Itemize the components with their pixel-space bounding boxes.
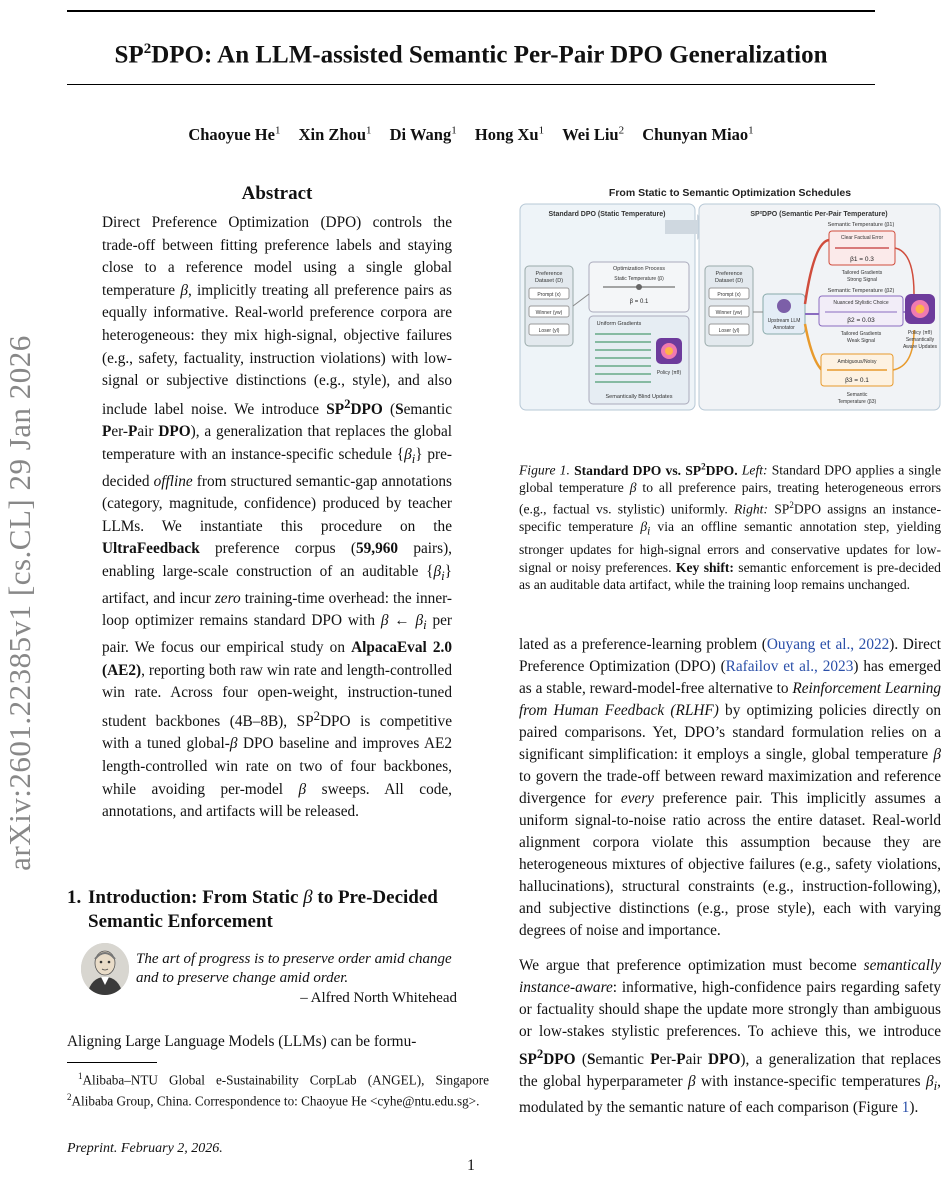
right-panel-title: SP²DPO (Semantic Per-Pair Temperature): [750, 211, 888, 218]
annotator-label: Upstream LLM: [767, 318, 801, 324]
beta1-value: β1 = 0.3: [850, 256, 874, 263]
author: Hong Xu$^1$: [474, 124, 545, 144]
weak-label: Tailored Gradients: [840, 331, 882, 337]
uniform-label: Uniform Gradients: [596, 321, 642, 327]
blind-label: Semantically Blind Updates: [605, 394, 673, 400]
intro-paragraph-start: Aligning Large Language Models (LLMs) can be formu-: [67, 1033, 417, 1050]
paper-title: $SP^2DPO$: An LLM-assisted Semantic Per-Pair DPO Generalization: [114, 41, 828, 69]
intro-paragraph-1: lated as a preference-learning problem (Ouyang et al., 2022). Direct Preference Optimization (DPO) (Rafailov et al., 2023) has emerged as a stable, reward-model-free alternative to Reinforcement Learning from Human Feedback (RLHF) by optimizing policies directly on paired comparisons. Yet, DPO’s standard formulation relies on a significant simplification: it employs a single, global temperature β to govern the trade-off between reward maximization and reference divergence for every preference pair. This implicitly assumes a uniform signal-to-noise ratio across the entire dataset. Real-world alignment corpora violate this assumption because they are heterogeneous mixtures of objective failures (e.g., safety violations, hallucinations), structural constraints (e.g., instruction-following), and subjective distinctions (e.g., prose style), each with varying degrees of noise and importance.: [519, 636, 941, 939]
winner-label: Winner (yw): [535, 310, 563, 316]
author-list: [67, 124, 875, 145]
figure-1-caption: Figure 1. Standard DPO vs. $SP^2DPO$. Left: Standard DPO applies a single global temperature β to all preference pairs, treating heterogeneous errors (e.g., factual vs. stylistic) uniformly. Right: $SP^2DPO$ assigns an instance-specific temperature $\beta_i$ via an offline semantic annotation step, yielding stronger updates for high-signal errors and conservative updates for low-signal or noisy preferences. Key shift: semantic enforcement is pre-decided as an auditable data artifact, while the training loop remains unchanged.: [519, 461, 942, 593]
semantic-temp-label: Semantic: [846, 392, 868, 398]
ambiguous-label: Ambiguous/Noisy: [837, 359, 877, 365]
figure-1-diagram: [519, 182, 941, 414]
epigraph-quote: The art of progress is to preserve order amid change and to preserve change amid order.: [136, 951, 452, 986]
semantic-temp-label: Semantic Temperature (β1): [827, 222, 895, 228]
top-rule: [67, 10, 875, 12]
winner-label: Winner (yw): [715, 310, 743, 316]
prompt-label: Prompt (x): [537, 292, 561, 298]
policy-label: Policy (πθ): [656, 370, 682, 376]
beta3-value: β3 = 0.1: [845, 377, 869, 384]
author: Di Wang$^1$: [389, 124, 457, 144]
shift-arrow: [665, 220, 697, 234]
dataset-label: Dataset (D): [534, 278, 564, 284]
arxiv-identifier[interactable]: arXiv:2601.22385v1 [cs.CL] 29 Jan 2026: [2, 335, 37, 871]
author: Xin Zhou$^1$: [298, 124, 372, 144]
footnote-rule: [67, 1062, 157, 1063]
left-panel-title: Standard DPO (Static Temperature): [548, 211, 666, 218]
figure-title: From Static to Semantic Optimization Schedules: [608, 187, 852, 199]
weak-label: Weak Signal: [847, 338, 875, 344]
whitehead-portrait: [81, 943, 129, 995]
preprint-note: Preprint. February 2, 2026.: [67, 1141, 223, 1156]
policy-right-label: Policy (πθ): [907, 330, 933, 336]
annotator-label: Annotator: [773, 325, 795, 331]
semantic-temp-label: Temperature (β3): [837, 399, 877, 405]
loser-label: Loser (yl): [718, 328, 740, 334]
affiliation-footnote: $^1$Alibaba–NTU Global e-Sustainability CorpLab (ANGEL), Singapore $^2$Alibaba Group, China. Correspondence to: Chaoyue He <cyhe@ntu.edu.sg>.: [67, 1071, 489, 1109]
intro-paragraph-2: We argue that preference optimization must become semantically instance-aware: informative, high-confidence pairs regarding safety or factuality should shape the update more strongly than ambiguous or low-stakes stylistic preferences. To achieve this, we introduce $SP^2DPO$ (Semantic Per-Pair DPO), a generalization that replaces the global hyperparameter β with instance-specific temperatures $\beta_i$, modulated by the semantic nature of each comparison (Figure 1).: [519, 957, 941, 1117]
strong-label: Strong Signal: [846, 277, 878, 283]
uniform-arrows: [595, 334, 651, 382]
citation-link[interactable]: Ouyang et al., 2022: [766, 636, 890, 653]
author: Chunyan Miao$^1$: [642, 124, 754, 144]
citation-link[interactable]: Rafailov et al., 2023: [725, 658, 854, 675]
loser-label: Loser (yl): [538, 328, 560, 334]
author: Chaoyue He$^1$: [188, 124, 281, 144]
clear-error-label: Clear Factual Error: [840, 235, 884, 241]
opt-process-label: Optimization Process: [613, 266, 665, 272]
figure-reference-link[interactable]: 1: [901, 1099, 910, 1117]
static-temp-label: Static Temperature (β): [614, 276, 664, 282]
section-heading-introduction: 1. Introduction: From Static β to Pre-Decided Semantic Enforcement: [67, 887, 438, 932]
dataset-label: Dataset (D): [714, 278, 744, 284]
nuanced-label: Nuanced Stylistic Choice: [833, 300, 889, 306]
policy-right-label: Semantically: [905, 337, 935, 343]
beta2-value: β2 = 0.03: [847, 317, 875, 324]
strong-label: Tailored Gradients: [841, 270, 883, 276]
author: Wei Liu$^2$: [562, 124, 625, 144]
prompt-label: Prompt (x): [717, 292, 741, 298]
beta-value: β = 0.1: [629, 299, 649, 305]
abstract-heading: Abstract: [241, 183, 313, 204]
title-rule: [67, 84, 875, 85]
policy-right-label: Aware Updates: [902, 344, 938, 350]
epigraph-attribution: – Alfred North Whitehead: [300, 990, 457, 1006]
abstract-body: Direct Preference Optimization (DPO) controls the trade-off between fitting preference labels and staying close to a reference model using a single global temperature β, implicitly treating all preference pairs as equally informative. Real-world preference corpora are heterogeneous: they mix high-signal, objective failures (e.g., safety, factuality, instruction violations) with low-signal or subjective distinctions (e.g., style), and also include label noise. We introduce $SP^2DPO$ (Semantic Per-Pair DPO), a generalization that replaces the global temperature with an instance-specific schedule $\{\beta_i\}$ pre-decided offline from structured semantic-gap annotations (category, magnitude, confidence) produced by teacher LLMs. We instantiate this procedure on the UltraFeedback preference corpus (59,960 pairs), enabling large-scale construction of an auditable $\{\beta_i\}$ artifact, and incur zero training-time overhead: the inner-loop optimizer remains standard DPO with β ← $\beta_i$ per pair. We focus our empirical study on AlpacaEval 2.0 (AE2), reporting both raw win rate and length-controlled win rate. Across four open-weight, instruction-tuned student backbones (4B–8B), $SP^2DPO$ is competitive with a tuned global-β DPO baseline and improves AE2 length-controlled win rate on two of four backbones, while avoiding per-model β sweeps. All code, annotations, and artifacts will be released.: [102, 214, 453, 821]
semantic-temp-label: Semantic Temperature (β2): [827, 288, 895, 294]
dataset-label: Preference: [535, 271, 563, 277]
intro-right-column: [519, 634, 941, 1132]
dataset-label: Preference: [715, 271, 743, 277]
page-number: 1: [467, 1157, 475, 1174]
